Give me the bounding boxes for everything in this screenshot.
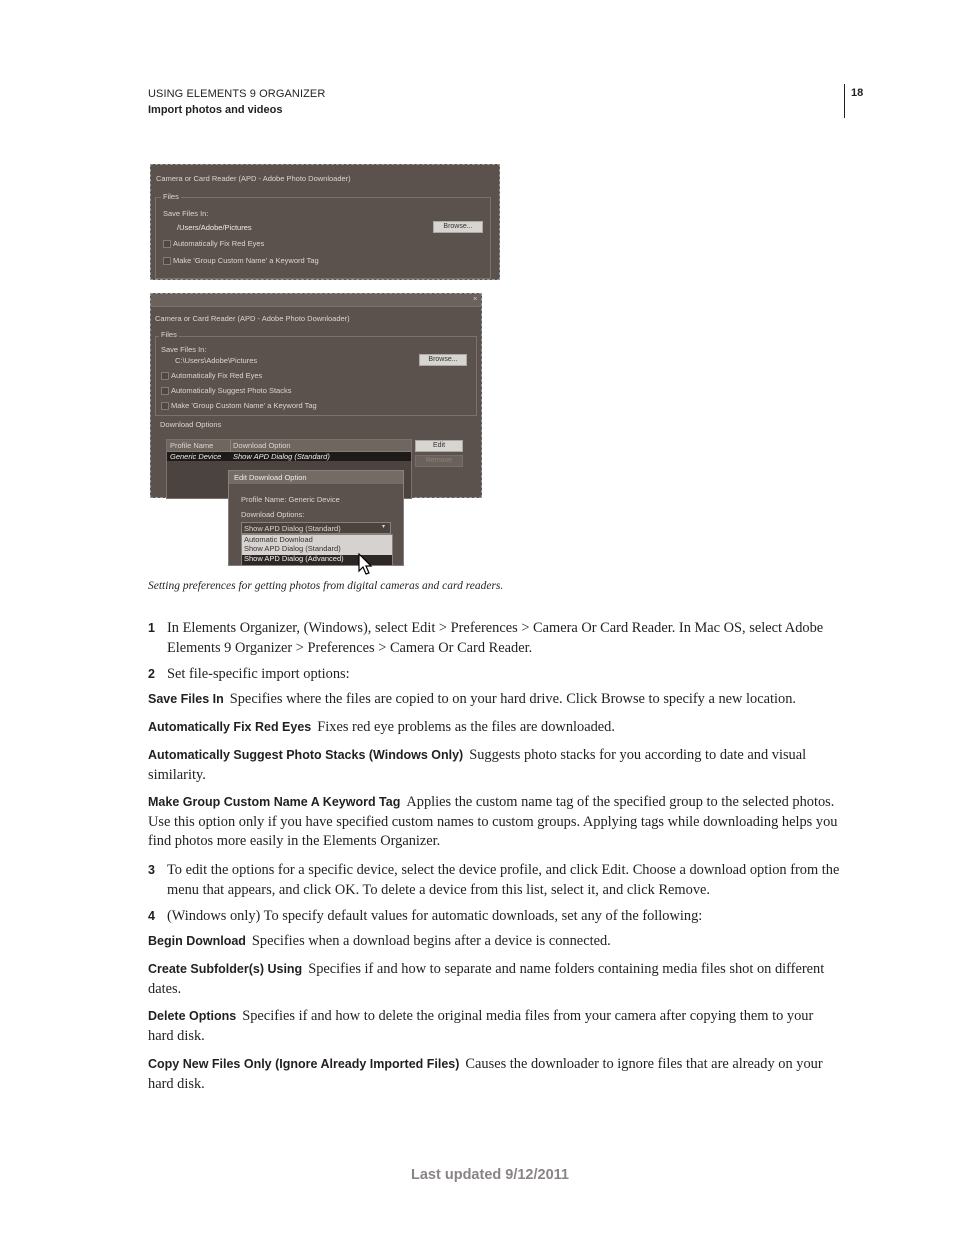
definition-text: Specifies if and how to delete the original media files from your camera after copying them to your hard disk. bbox=[148, 1008, 814, 1044]
table-header bbox=[167, 440, 411, 452]
save-files-in-label: Save Files In: bbox=[161, 345, 207, 354]
browse-button[interactable]: Browse... bbox=[433, 221, 483, 233]
definition-term: Automatically Suggest Photo Stacks (Windows Only) bbox=[148, 748, 464, 762]
files-group-label: Files bbox=[163, 192, 179, 201]
remove-button[interactable]: Remove bbox=[415, 455, 463, 467]
definition-term: Make Group Custom Name A Keyword Tag bbox=[148, 795, 401, 809]
step-text: To edit the options for a specific device, select the device profile, and click Edit. Choose a download option from the menu that appears, and click OK. To delete a device from this list, select it, and click Remove. bbox=[167, 862, 840, 898]
fix-red-eyes-label: Automatically Fix Red Eyes bbox=[173, 239, 265, 248]
menu-item-advanced[interactable]: Show APD Dialog (Advanced) bbox=[244, 554, 344, 563]
definition-term: Create Subfolder(s) Using bbox=[148, 962, 303, 976]
step-1 bbox=[148, 619, 840, 658]
definition-copy-new-files bbox=[148, 1055, 840, 1094]
column-divider bbox=[230, 440, 231, 451]
footer-last-updated: Last updated 9/12/2011 bbox=[411, 1167, 569, 1183]
mac-preferences-screenshot bbox=[150, 164, 500, 280]
definition-text: Specifies when a download begins after a device is connected. bbox=[251, 933, 611, 949]
chevron-down-icon: ▾ bbox=[382, 524, 386, 530]
step-text: (Windows only) To specify default values for automatic downloads, set any of the following: bbox=[167, 908, 703, 924]
definition-create-subfolders bbox=[148, 960, 840, 999]
save-path-value: /Users/Adobe/Pictures bbox=[177, 223, 252, 232]
definition-begin-download bbox=[148, 932, 840, 952]
download-options-label: Download Options: bbox=[241, 510, 305, 519]
running-header-subtitle: Import photos and videos bbox=[148, 104, 283, 116]
keyword-tag-label: Make 'Group Custom Name' a Keyword Tag bbox=[173, 256, 319, 265]
definition-text: Specifies if and how to separate and name folders containing media files shot on different dates. bbox=[148, 961, 825, 997]
suggest-stacks-checkbox[interactable] bbox=[161, 387, 169, 395]
windows-preferences-screenshot bbox=[150, 293, 482, 498]
download-option-select[interactable] bbox=[241, 522, 391, 534]
menu-item-automatic[interactable]: Automatic Download bbox=[244, 535, 313, 544]
step-3 bbox=[148, 861, 840, 900]
row-profile-name: Generic Device bbox=[170, 452, 222, 461]
step-number: 4 bbox=[148, 909, 155, 923]
step-text: Set file-specific import options: bbox=[167, 666, 350, 682]
definition-text: Specifies where the files are copied to on your hard drive. Click Browse to specify a new location. bbox=[229, 691, 796, 707]
keyword-tag-label: Make 'Group Custom Name' a Keyword Tag bbox=[171, 401, 317, 410]
fix-red-eyes-checkbox[interactable] bbox=[163, 240, 171, 248]
definition-term: Copy New Files Only (Ignore Already Imported Files) bbox=[148, 1057, 460, 1071]
table-row[interactable] bbox=[167, 452, 411, 461]
figure-caption: Setting preferences for getting photos from digital cameras and card readers. bbox=[148, 580, 504, 592]
definition-text: Applies the custom name tag of the specified group to the selected photos. Use this option only if you have specified custom names to custom groups. Applying tags while downloading helps you find photos more easily in the Elements Organizer. bbox=[148, 794, 838, 850]
definition-fix-red-eyes bbox=[148, 718, 840, 738]
definition-keyword-tag bbox=[148, 793, 840, 852]
step-number: 3 bbox=[148, 863, 155, 877]
step-4 bbox=[148, 907, 840, 927]
definition-text: Fixes red eye problems as the files are downloaded. bbox=[317, 719, 615, 735]
row-download-option: Show APD Dialog (Standard) bbox=[233, 452, 330, 461]
edit-button[interactable]: Edit bbox=[415, 440, 463, 452]
header-divider bbox=[844, 84, 845, 118]
keyword-tag-checkbox[interactable] bbox=[163, 257, 171, 265]
menu-item-standard[interactable]: Show APD Dialog (Standard) bbox=[244, 544, 341, 553]
panel-title: Camera or Card Reader (APD - Adobe Photo Downloader) bbox=[156, 174, 351, 183]
save-files-in-label: Save Files In: bbox=[163, 209, 209, 218]
fix-red-eyes-label: Automatically Fix Red Eyes bbox=[171, 371, 263, 380]
definition-term: Save Files In bbox=[148, 692, 224, 706]
definition-suggest-stacks bbox=[148, 746, 840, 785]
definition-term: Automatically Fix Red Eyes bbox=[148, 720, 312, 734]
profile-name-label: Profile Name: Generic Device bbox=[241, 495, 340, 504]
step-2 bbox=[148, 665, 840, 685]
step-number: 2 bbox=[148, 667, 155, 681]
panel-titlebar bbox=[151, 294, 481, 307]
column-header-option[interactable]: Download Option bbox=[233, 441, 291, 450]
definition-text: Suggests photo stacks for you according to date and visual similarity. bbox=[148, 747, 807, 783]
selected-option: Show APD Dialog (Standard) bbox=[244, 524, 341, 533]
browse-button[interactable]: Browse... bbox=[419, 354, 467, 366]
save-path-value: C:\Users\Adobe\Pictures bbox=[175, 356, 258, 365]
fix-red-eyes-checkbox[interactable] bbox=[161, 372, 169, 380]
definition-term: Begin Download bbox=[148, 934, 246, 948]
files-group-label: Files bbox=[161, 330, 177, 339]
close-icon[interactable]: × bbox=[473, 294, 478, 303]
definition-text: Causes the downloader to ignore files that are already on your hard disk. bbox=[148, 1056, 823, 1092]
keyword-tag-checkbox[interactable] bbox=[161, 402, 169, 410]
definition-delete-options bbox=[148, 1007, 840, 1046]
step-number: 1 bbox=[148, 621, 155, 635]
panel-title: Camera or Card Reader (APD - Adobe Photo Downloader) bbox=[155, 314, 350, 323]
edit-download-option-dialog bbox=[228, 470, 404, 566]
column-header-profile[interactable]: Profile Name bbox=[170, 441, 214, 450]
download-options-label: Download Options bbox=[160, 420, 222, 429]
running-header-title: USING ELEMENTS 9 ORGANIZER bbox=[148, 88, 326, 100]
definition-save-files-in bbox=[148, 690, 840, 710]
dialog-titlebar bbox=[229, 471, 403, 484]
step-text: In Elements Organizer, (Windows), select Edit > Preferences > Camera Or Card Reader. In Mac OS, select Adobe Elements 9 Organizer > Preferences > Camera Or Card Reader. bbox=[167, 620, 824, 656]
dialog-title: Edit Download Option bbox=[234, 473, 307, 482]
definition-term: Delete Options bbox=[148, 1009, 237, 1023]
suggest-stacks-label: Automatically Suggest Photo Stacks bbox=[171, 386, 292, 395]
mouse-cursor-icon bbox=[358, 553, 374, 577]
page-number: 18 bbox=[851, 87, 864, 99]
